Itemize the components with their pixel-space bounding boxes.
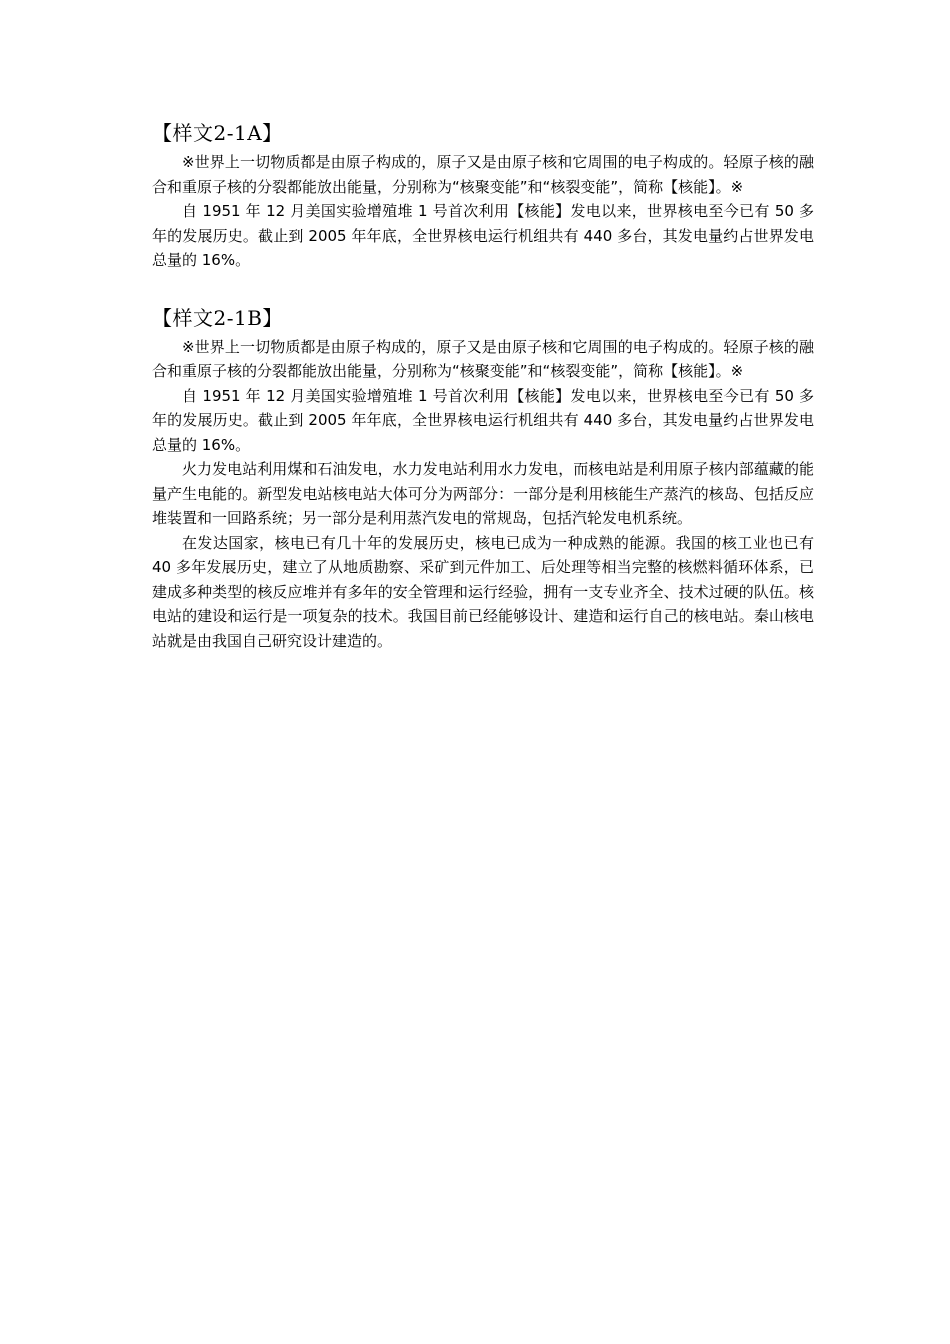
paragraph: ※世界上一切物质都是由原子构成的，原子又是由原子核和它周围的电子构成的。轻原子核的融合和重原子核的分裂都能放出能量，分别称为“核聚变能”和“核裂变能”，简称【核能】。※ (152, 337, 814, 380)
paragraph: 火力发电站利用煤和石油发电，水力发电站利用水力发电，而核电站是利用原子核内部蕴藏的能量产生电能的。新型发电站核电站大体可分为两部分：一部分是利用核能生产蒸汽的核岛、包括反应堆装置和一回路系统；另一部分是利用蒸汽发电的常规岛，包括汽轮发电机系统。 (152, 460, 814, 527)
paragraph: 自 1951 年 12 月美国实验增殖堆 1 号首次利用【核能】发电以来，世界核电至今已有 50 多年的发展历史。截止到 2005 年年底，全世界核电运行机组共有 440 多台，其发电量约占世界发电总量的 16%。 (152, 202, 814, 269)
document-page (152, 118, 814, 653)
section-sample-2-1a (152, 118, 814, 273)
paragraph: 自 1951 年 12 月美国实验增殖堆 1 号首次利用【核能】发电以来，世界核电至今已有 50 多年的发展历史。截止到 2005 年年底，全世界核电运行机组共有 440 多台，其发电量约占世界发电总量的 16%。 (152, 386, 814, 454)
section-heading: 【样文2-1B】 (152, 305, 283, 330)
section-heading: 【样文2-1A】 (152, 121, 283, 145)
section-sample-2-1b (152, 303, 814, 654)
paragraph: 在发达国家，核电已有几十年的发展历史，核电已成为一种成熟的能源。我国的核工业也已有 40 多年发展历史，建立了从地质勘察、采矿到元件加工、后处理等相当完整的核燃料循环体系，已建成多种类型的核反应堆并有多年的安全管理和运行经验，拥有一支专业齐全、技术过硬的队伍。核电站的建设和运行是一项复杂的技术。我国目前已经能够设计、建造和运行自己的核电站。秦山核电站就是由我国自己研究设计建造的。 (152, 533, 814, 650)
paragraph: ※世界上一切物质都是由原子构成的，原子又是由原子核和它周围的电子构成的。轻原子核的融合和重原子核的分裂都能放出能量，分别称为“核聚变能”和“核裂变能”，简称【核能】。※ (152, 153, 814, 196)
